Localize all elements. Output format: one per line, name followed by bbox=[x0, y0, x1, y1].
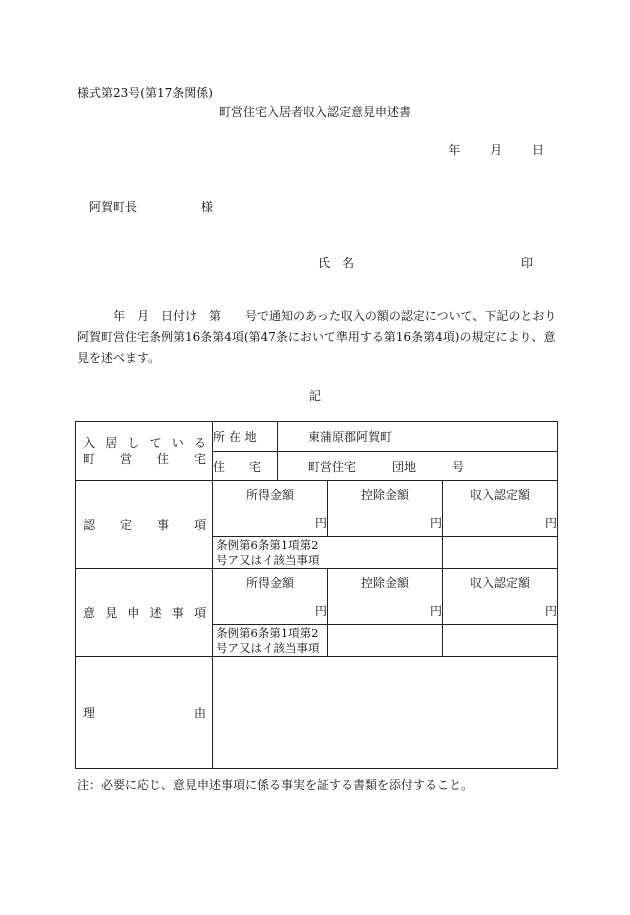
date-day: 日 bbox=[531, 143, 544, 157]
cert-ordinance-cell bbox=[213, 537, 443, 569]
opinion-ordinance-line1: 条例第6条第1項第2 bbox=[216, 625, 319, 640]
house-field[interactable]: 町営住宅 団地 号 bbox=[278, 452, 558, 481]
date-year: 年 bbox=[448, 143, 461, 157]
opinion-income-header: 所得金額 bbox=[213, 569, 328, 597]
cert-income-header: 所得金額 bbox=[213, 481, 328, 509]
location-label: 所 在 地 bbox=[213, 422, 278, 452]
opinion-label-cell: 意 見 申 述 事 項 bbox=[76, 569, 213, 657]
footnote: 注：必要に応じ、意見申述事項に係る事実を証する書類を添付すること。 bbox=[77, 778, 474, 792]
opinion-recognized-header: 収入認定額 bbox=[443, 569, 558, 597]
cert-deduction-field[interactable]: 円 bbox=[328, 509, 443, 537]
opinion-recognized-field[interactable]: 円 bbox=[443, 597, 558, 625]
form-number: 様式第23号(第17条関係) bbox=[77, 86, 213, 100]
certification-label-cell: 認 定 事 項 bbox=[76, 481, 213, 569]
addressee-name: 阿賀町長 bbox=[89, 200, 138, 214]
resident-label-bottom: 町 営 住 宅 bbox=[83, 452, 206, 466]
addressee bbox=[89, 198, 213, 215]
ki-heading: 記 bbox=[308, 389, 321, 403]
seal-mark: 印 bbox=[520, 256, 533, 270]
opinion-ordinance-line2: 号ア又はイ該当事項 bbox=[216, 640, 320, 655]
opinion-deduction-header: 控除金額 bbox=[328, 569, 443, 597]
cert-income-field[interactable]: 円 bbox=[213, 509, 328, 537]
cert-ordinance-line1: 条例第6条第1項第2 bbox=[216, 537, 319, 552]
name-label: 氏 名 bbox=[318, 256, 355, 270]
opinion-ordinance-field[interactable] bbox=[328, 625, 443, 657]
opinion-ordinance-extra-field[interactable] bbox=[443, 625, 558, 657]
cert-recognized-field[interactable]: 円 bbox=[443, 509, 558, 537]
date-month: 月 bbox=[490, 143, 503, 157]
reason-field[interactable] bbox=[213, 657, 558, 769]
location-field[interactable]: 東蒲原郡阿賀町 bbox=[278, 422, 558, 452]
cert-ordinance-field[interactable] bbox=[443, 537, 558, 569]
document-title: 町営住宅入居者収入認定意見申述書 bbox=[218, 105, 411, 119]
applicant-name-line bbox=[318, 254, 533, 271]
resident-label-cell bbox=[76, 422, 213, 481]
opinion-deduction-field[interactable]: 円 bbox=[328, 597, 443, 625]
opinion-income-field[interactable]: 円 bbox=[213, 597, 328, 625]
cert-deduction-header: 控除金額 bbox=[328, 481, 443, 509]
addressee-honorific: 様 bbox=[200, 200, 213, 214]
body-text: 年 月 日付け 第 号で通知のあった収入の額の認定について、下記のとおり阿賀町営住宅条例第16条第4項(第47条において準用する第16条第4項)の規定により、意見を述べます。 bbox=[77, 309, 557, 365]
resident-label-top: 入 居 し て い る bbox=[83, 436, 206, 450]
cert-ordinance-line2: 号ア又はイ該当事項 bbox=[216, 552, 320, 567]
details-table bbox=[75, 421, 558, 769]
cert-recognized-header: 収入認定額 bbox=[443, 481, 558, 509]
date-line bbox=[436, 141, 544, 158]
house-label: 住 宅 bbox=[213, 452, 278, 481]
opinion-ordinance-cell bbox=[213, 625, 328, 657]
reason-label-cell: 理 由 bbox=[76, 657, 213, 769]
